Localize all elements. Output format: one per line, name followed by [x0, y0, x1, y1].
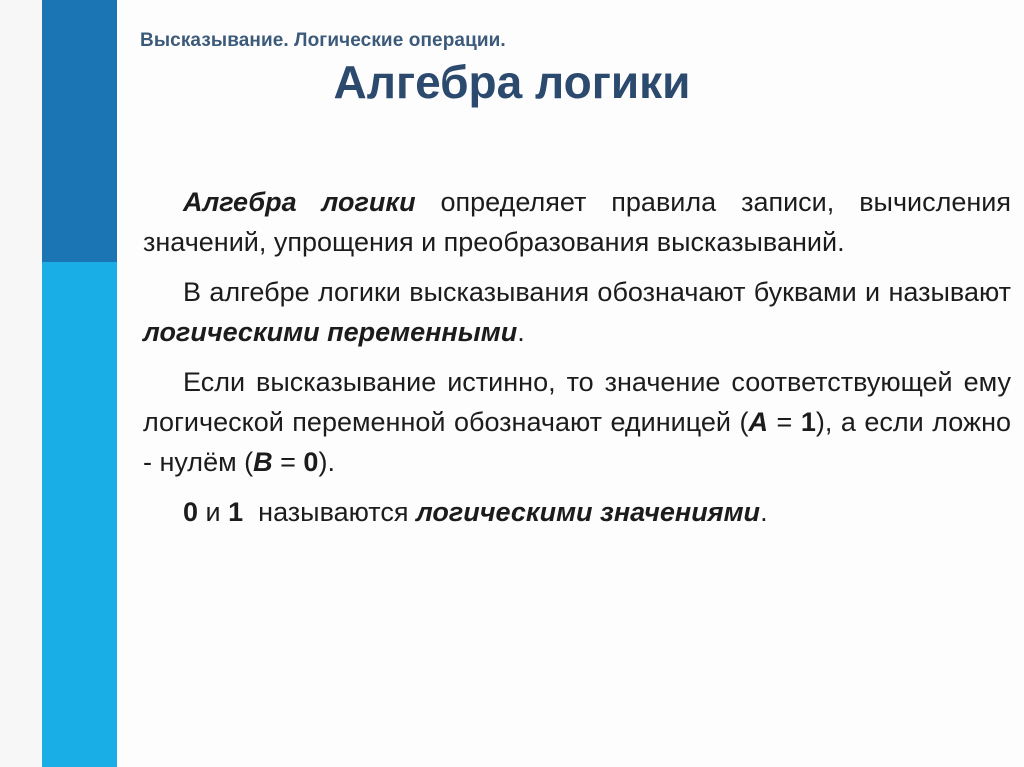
paragraph-text: В алгебре логики высказывания обозначают буквами и называют	[183, 277, 1011, 307]
accent-bar-light	[42, 262, 117, 767]
paragraph-end: .	[760, 497, 768, 527]
paragraph-variables	[143, 272, 1011, 352]
value-zero: 0	[183, 497, 199, 527]
variable-a: A	[748, 407, 769, 437]
paragraph-text: определяет правила записи, вычисления значений, упрощения и преобразования высказываний.	[143, 187, 1011, 257]
paragraph-logical-values	[143, 492, 1011, 532]
paragraph-text: называются	[243, 497, 416, 527]
conjunction: и	[198, 497, 229, 527]
term-logical-values: логическими значениями	[415, 497, 761, 527]
value-one: 1	[800, 407, 816, 437]
paragraph-definition	[143, 182, 1011, 262]
equals-sign: =	[768, 407, 801, 437]
slide-subtitle: Высказывание. Логические операции.	[140, 30, 506, 51]
slide-body	[143, 182, 1011, 542]
variable-b: B	[253, 447, 273, 477]
paragraph-values-meaning	[143, 362, 1011, 482]
term-logical-variables: логическими переменными	[143, 317, 518, 347]
value-one: 1	[228, 497, 244, 527]
left-margin	[0, 0, 42, 767]
paragraph-end: .	[517, 317, 525, 347]
term-algebra-logic: Алгебра логики	[183, 187, 416, 217]
paragraph-text: ), а если ложно - нулём (	[143, 407, 1012, 477]
value-zero: 0	[303, 447, 319, 477]
accent-bar-dark	[42, 0, 117, 262]
paragraph-text: Если высказывание истинно, то значение соответствующей ему логической переменной обозначают единицей (	[143, 367, 1011, 437]
slide-title: Алгебра логики	[333, 56, 691, 108]
equals-sign: =	[272, 447, 304, 477]
paragraph-end: ).	[318, 447, 335, 477]
